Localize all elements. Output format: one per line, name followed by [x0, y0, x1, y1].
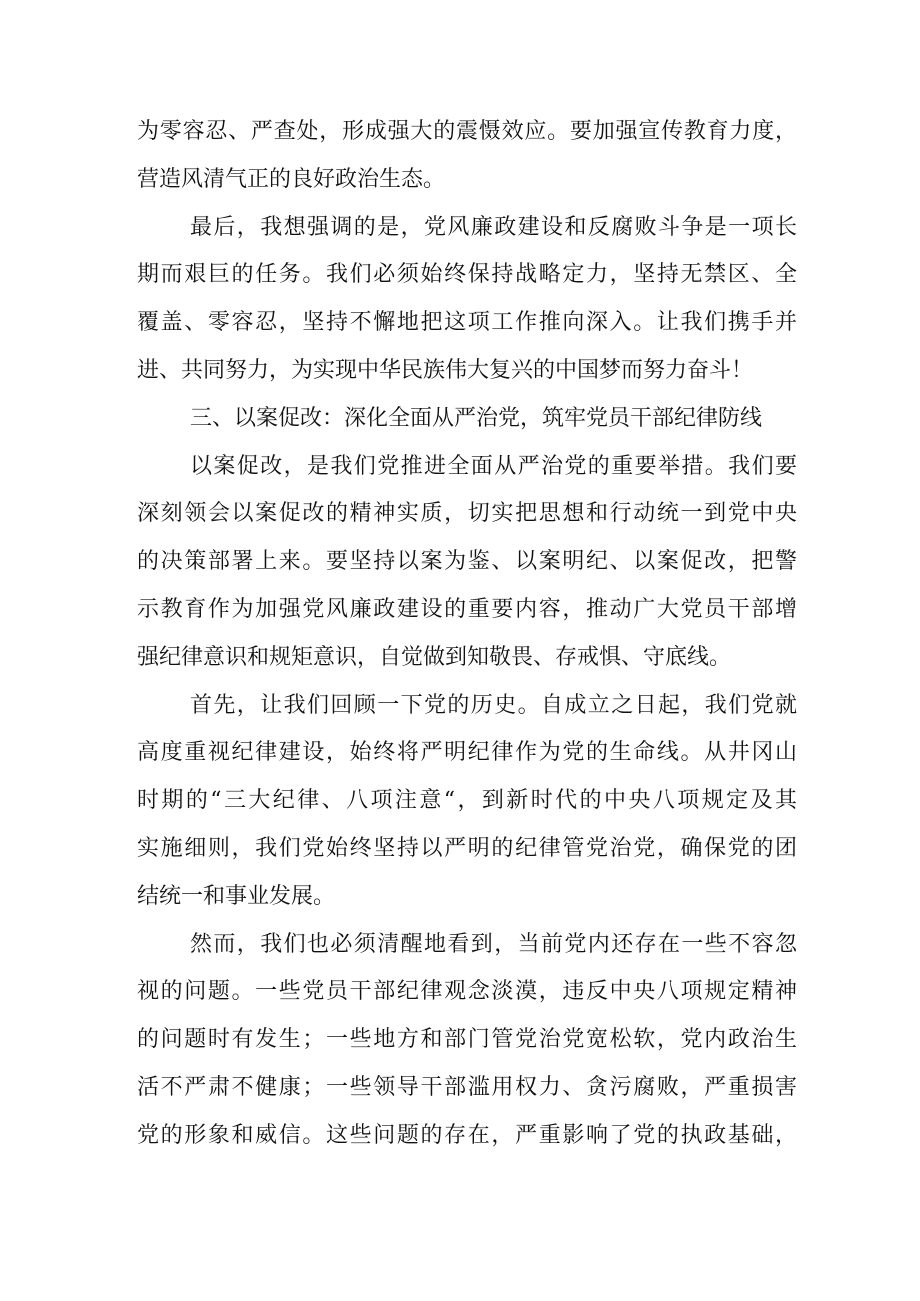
text-line: 期而艰巨的任务。我们必须始终保持战略定力，坚持无禁区、全 [137, 262, 797, 288]
text-line: 活不严肃不健康；一些领导干部滥用权力、贪污腐败，严重损害 [137, 1074, 797, 1100]
text-line: 高度重视纪律建设，始终将严明纪律作为党的生命线。从井冈山 [137, 740, 797, 766]
text-line: 视的问题。一些党员干部纪律观念淡漠，违反中央八项规定精神 [137, 979, 797, 1005]
text-line: 党的形象和威信。这些问题的存在，严重影响了党的执政基础， [137, 1122, 797, 1148]
text-line: 强纪律意识和规矩意识，自觉做到知敬畏、存戒惧、守底线。 [137, 644, 732, 670]
text-line: 进、共同努力，为实现中华民族伟大复兴的中国梦而努力奋斗！ [137, 357, 754, 383]
text-line: 深刻领会以案促改的精神实质，切实把思想和行动统一到党中央 [137, 501, 797, 527]
text-line: 以案促改，是我们党推进全面从严治党的重要举措。我们要 [190, 453, 797, 479]
text-line: 营造风清气正的良好政治生态。 [137, 166, 446, 192]
paragraph-closing [137, 204, 797, 395]
text-line: 结统一和事业发展。 [137, 883, 336, 909]
text-line: 实施细则，我们党始终坚持以严明的纪律管党治党，确保党的团 [137, 835, 797, 861]
section-heading-text: 三、以案促改：深化全面从严治党，筑牢党员干部纪律防线 [190, 405, 763, 431]
document-body [137, 108, 797, 1160]
text-line: 的决策部署上来。要坚持以案为鉴、以案明纪、以案促改，把警 [137, 549, 797, 575]
text-line: 最后，我想强调的是，党风廉政建设和反腐败斗争是一项长 [190, 214, 797, 240]
text-line: 的问题时有发生；一些地方和部门管党治党宽松软，党内政治生 [137, 1027, 797, 1053]
section-heading [137, 395, 797, 443]
paragraph-continuation [137, 108, 797, 204]
text-line: 为零容忍、严查处，形成强大的震慑效应。要加强宣传教育力度， [137, 119, 797, 144]
paragraph-problems [137, 921, 797, 1160]
text-line: 时期的“三大纪律、八项注意“，到新时代的中央八项规定及其 [137, 788, 797, 814]
paragraph-history [137, 682, 797, 921]
text-line: 覆盖、零容忍，坚持不懈地把这项工作推向深入。让我们携手并 [137, 310, 797, 336]
text-line: 示教育作为加强党风廉政建设的重要内容，推动广大党员干部增 [137, 596, 797, 622]
paragraph-case-reform [137, 443, 797, 682]
text-line: 然而，我们也必须清醒地看到，当前党内还存在一些不容忽 [190, 931, 797, 957]
text-line: 首先，让我们回顾一下党的历史。自成立之日起，我们党就 [190, 692, 797, 718]
